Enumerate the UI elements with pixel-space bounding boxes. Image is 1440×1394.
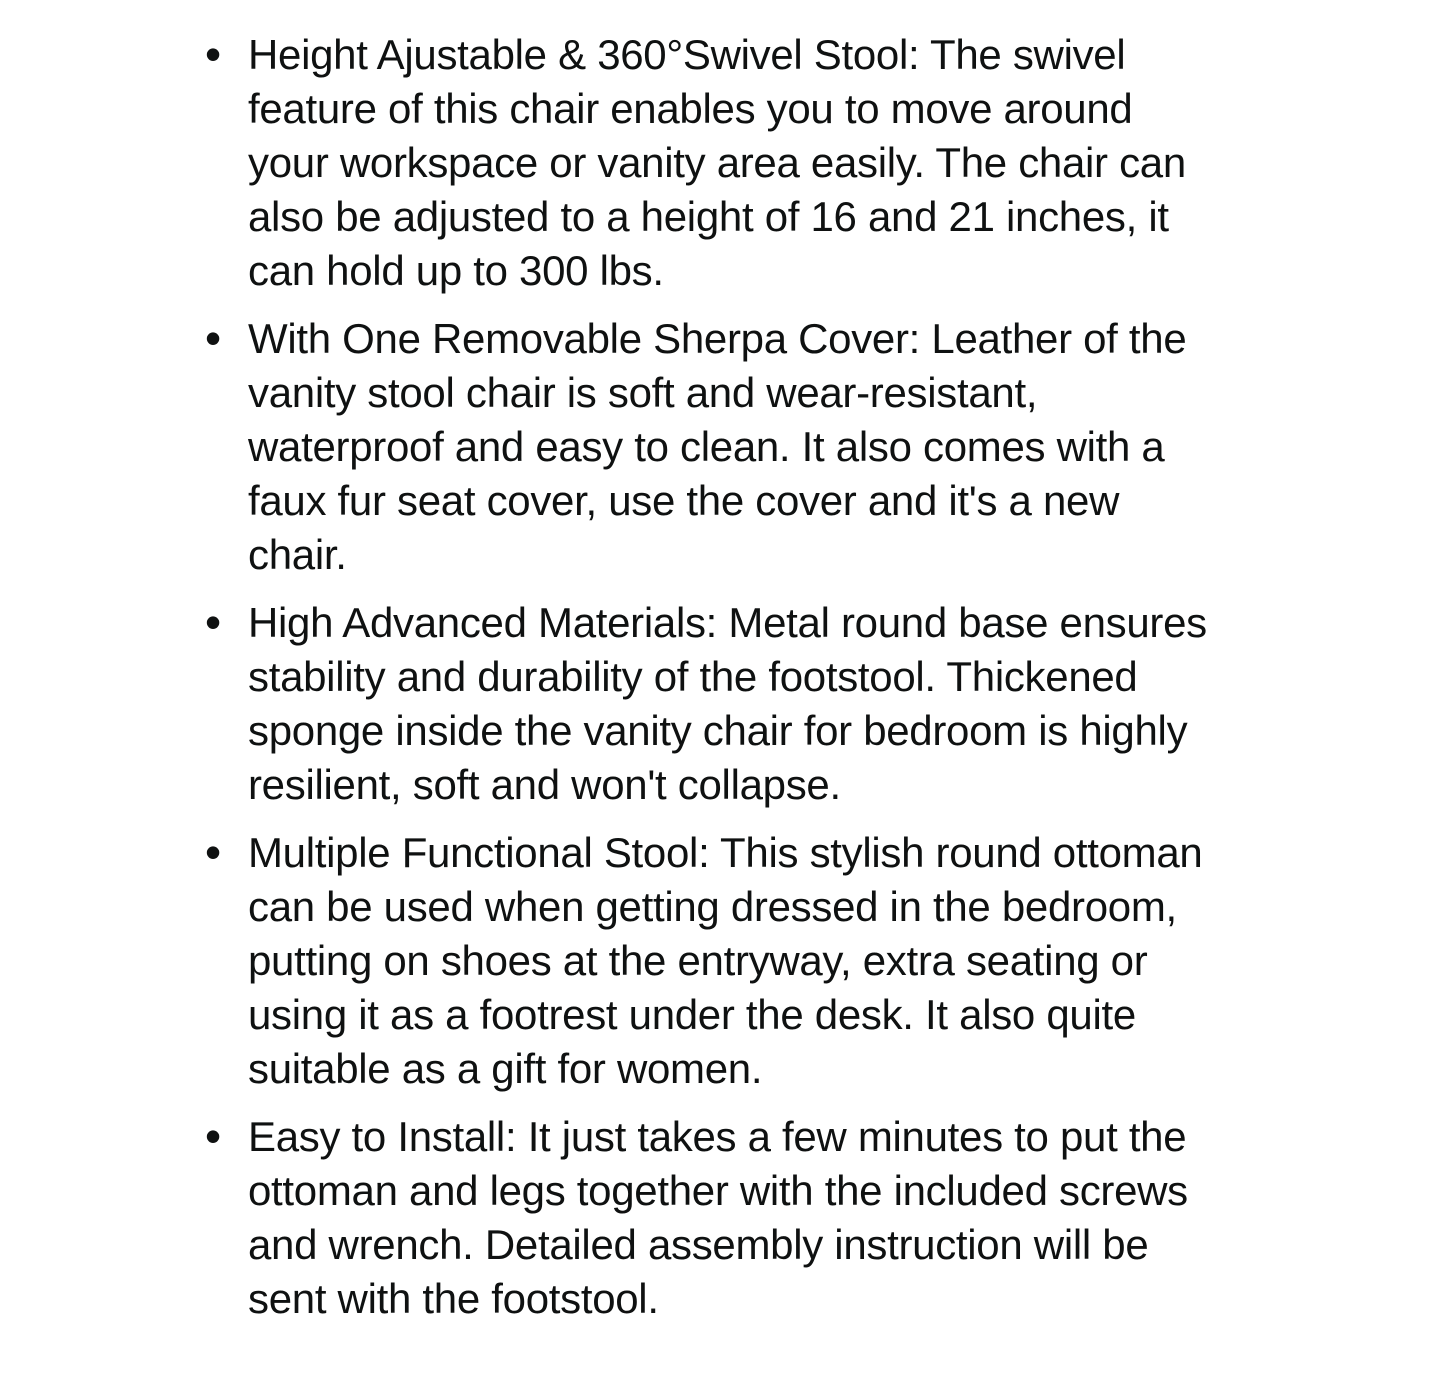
feature-bullet-item	[205, 1110, 1216, 1326]
feature-bullet-text: High Advanced Materials: Metal round base ensures stability and durability of the footstool. Thickened sponge inside the vanity chair for bedroom is highly resilient, soft and won't collapse.	[248, 599, 1207, 808]
bullet-marker-icon: •	[205, 826, 221, 878]
feature-bullet-item	[205, 28, 1216, 298]
feature-bullet-text: Height Ajustable & 360°Swivel Stool: The swivel feature of this chair enables you to move around your workspace or vanity area easily. The chair can also be adjusted to a height of 16 and 21 inches, it can hold up to 300 lbs.	[248, 31, 1186, 294]
feature-bullet-item	[205, 826, 1216, 1096]
bullet-marker-icon: •	[205, 312, 221, 364]
feature-bullet-text: With One Removable Sherpa Cover: Leather of the vanity stool chair is soft and wear-resistant, waterproof and easy to clean. It also comes with a faux fur seat cover, use the cover and it's a new chair.	[248, 315, 1187, 578]
feature-bullet-text: Multiple Functional Stool: This stylish round ottoman can be used when getting dressed in the bedroom, putting on shoes at the entryway, extra seating or using it as a footrest under the desk. It also quite suitable as a gift for women.	[248, 829, 1203, 1092]
feature-bullet-item	[205, 312, 1216, 582]
bullet-marker-icon: •	[205, 28, 221, 80]
bullet-marker-icon: •	[205, 596, 221, 648]
feature-bullet-item	[205, 596, 1216, 812]
feature-bullet-text: Easy to Install: It just takes a few minutes to put the ottoman and legs together with the included screws and wrench. Detailed assembly instruction will be sent with the footstool.	[248, 1113, 1188, 1322]
bullet-marker-icon: •	[205, 1110, 221, 1162]
